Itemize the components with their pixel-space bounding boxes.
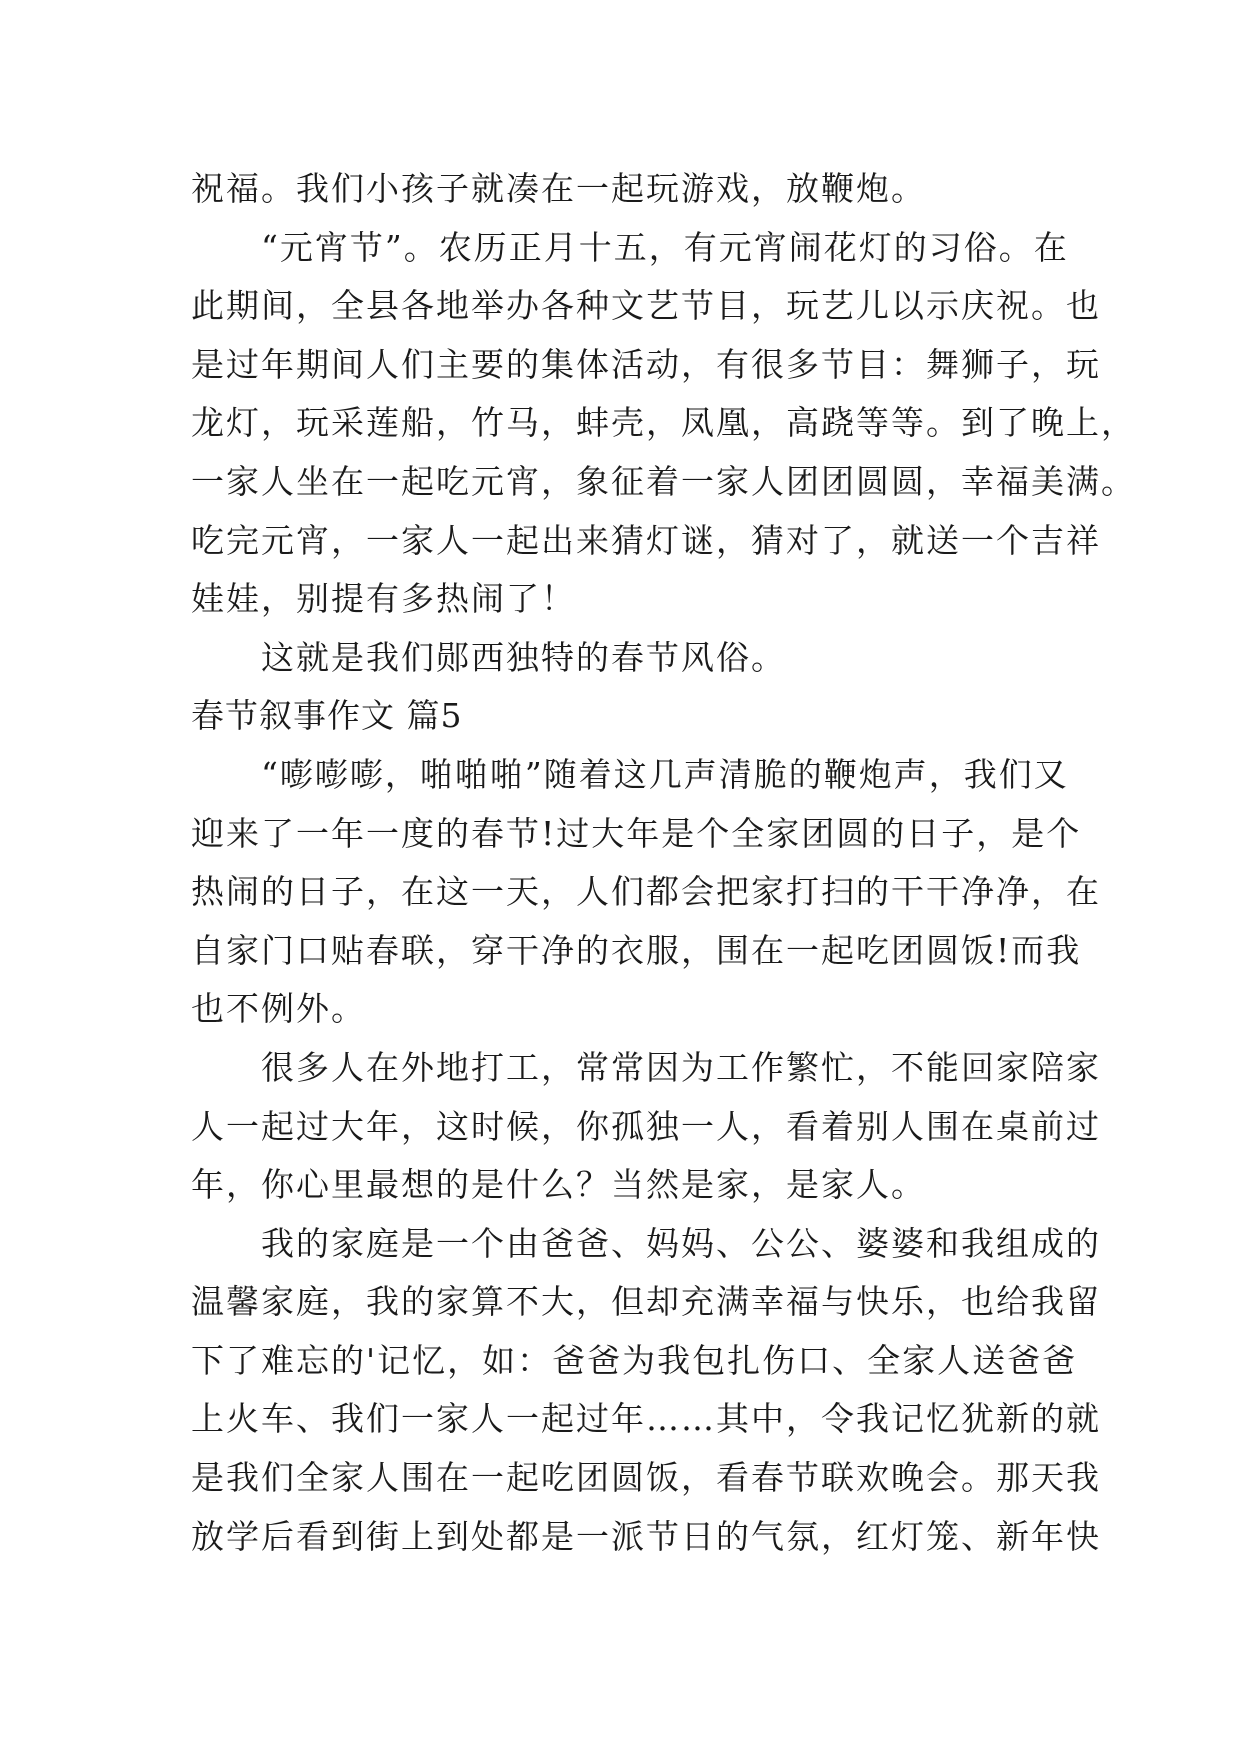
text-line: 热闹的日子，在这一天，人们都会把家打扫的干干净净，在 bbox=[191, 872, 1101, 912]
text-line: 此期间，全县各地举办各种文艺节目，玩艺儿以示庆祝。也 bbox=[191, 286, 1101, 326]
text-line: 年，你心里最想的是什么？当然是家，是家人。 bbox=[191, 1165, 926, 1205]
text-line: 很多人在外地打工，常常因为工作繁忙，不能回家陪家 bbox=[261, 1047, 1101, 1087]
text-line: 娃娃，别提有多热闹了！ bbox=[191, 579, 576, 619]
text-line: 一家人坐在一起吃元宵，象征着一家人团团圆圆，幸福美满。 bbox=[191, 461, 1136, 501]
text-line: 下了难忘的'记忆，如：爸爸为我包扎伤口、全家人送爸爸 bbox=[191, 1340, 1078, 1380]
text-line: 自家门口贴春联，穿干净的衣服，围在一起吃团圆饭!而我 bbox=[191, 930, 1082, 970]
text-line: 迎来了一年一度的春节!过大年是个全家团圆的日子，是个 bbox=[191, 813, 1082, 853]
text-line: 吃完元宵，一家人一起出来猜灯谜，猜对了，就送一个吉祥 bbox=[191, 520, 1101, 560]
text-line: 也不例外。 bbox=[191, 989, 366, 1029]
text-line: 我的家庭是一个由爸爸、妈妈、公公、婆婆和我组成的 bbox=[261, 1223, 1101, 1263]
text-line: 是我们全家人围在一起吃团圆饭，看春节联欢晚会。那天我 bbox=[191, 1458, 1101, 1498]
text-line: 这就是我们郧西独特的春节风俗。 bbox=[261, 637, 786, 677]
text-line: 人一起过大年，这时候，你孤独一人，看着别人围在桌前过 bbox=[191, 1106, 1101, 1146]
section-heading: 春节叙事作文 篇5 bbox=[191, 696, 463, 736]
text-line: 龙灯，玩采莲船，竹马，蚌壳，凤凰，高跷等等。到了晚上， bbox=[191, 403, 1136, 443]
text-line: 放学后看到街上到处都是一派节日的气氛，红灯笼、新年快 bbox=[191, 1516, 1101, 1556]
text-line: “元宵节”。农历正月十五，有元宵闹花灯的习俗。在 bbox=[261, 227, 1069, 267]
text-line: “嘭嘭嘭，啪啪啪”随着这几声清脆的鞭炮声，我们又 bbox=[261, 754, 1069, 794]
essay-text bbox=[191, 160, 1136, 1566]
text-line: 温馨家庭，我的家算不大，但却充满幸福与快乐，也给我留 bbox=[191, 1282, 1101, 1322]
text-line: 是过年期间人们主要的集体活动，有很多节目：舞狮子，玩 bbox=[191, 344, 1101, 384]
text-line: 祝福。我们小孩子就凑在一起玩游戏，放鞭炮。 bbox=[191, 169, 926, 208]
text-line: 上火车、我们一家人一起过年……其中，令我记忆犹新的就 bbox=[191, 1399, 1101, 1439]
